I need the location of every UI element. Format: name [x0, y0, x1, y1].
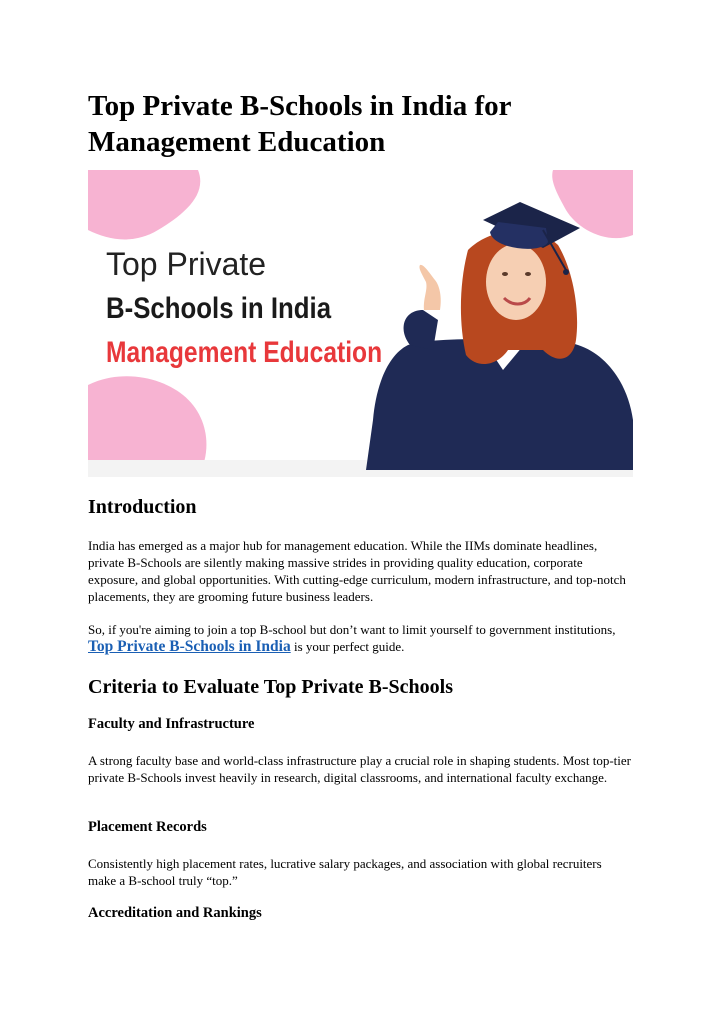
placement-heading: Placement Records [88, 819, 207, 835]
hero-line-2: B-Schools in India [106, 292, 332, 325]
intro-paragraph-2-text: So, if you're aiming to join a top B-school but don’t want to limit yourself to government institutions, [88, 622, 616, 637]
hero-line-1: Top Private [106, 246, 267, 282]
accreditation-heading: Accreditation and Rankings [88, 905, 262, 921]
hero-line-3: Management Education [106, 336, 383, 369]
intro-paragraph-2-tail: is your perfect guide. [293, 639, 405, 654]
faculty-paragraph: A strong faculty base and world-class infrastructure play a crucial role in shaping students. Most top-tier private B-Schools invest heavily in research, digital classrooms, and international faculty exchange. [88, 753, 631, 785]
intro-paragraph: India has emerged as a major hub for management education. While the IIMs dominate headlines, private B-Schools are silently making massive strides in providing quality education, corporate exposure, and global opportunities. With cutting-edge curriculum, modern infrastructure, and top-notch placements, they are grooming future business leaders. [88, 538, 626, 604]
placement-paragraph: Consistently high placement rates, lucrative salary packages, and association with global recruiters make a B-school truly “top.” [88, 856, 602, 888]
face [486, 244, 546, 320]
hero-image [88, 170, 633, 477]
intro-paragraph-2 [88, 621, 633, 655]
introduction-heading: Introduction [88, 496, 197, 518]
page-title: Top Private B-Schools in India for Management Education [88, 90, 511, 158]
faculty-heading: Faculty and Infrastructure [88, 716, 255, 732]
criteria-heading: Criteria to Evaluate Top Private B-Schools [88, 676, 453, 698]
top-private-b-schools-link[interactable]: Top Private B-Schools in India [88, 638, 291, 655]
